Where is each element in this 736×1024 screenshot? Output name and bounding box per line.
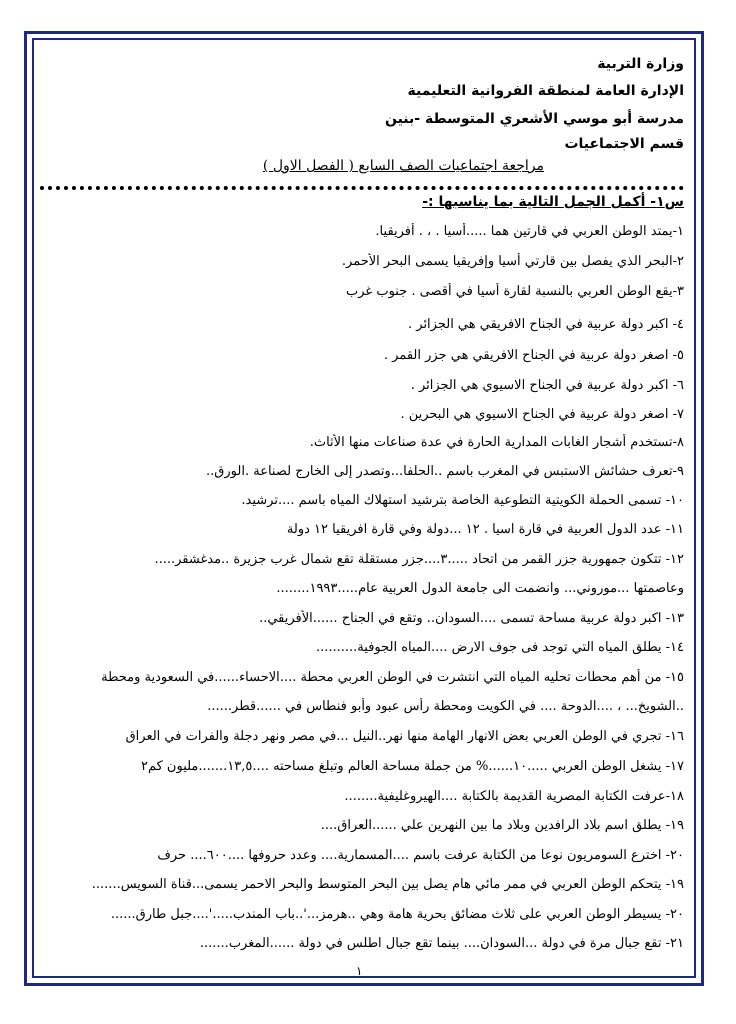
question-item: ٢١- تقع جبال مرة في دولة ...السودان.... بينما تقع جبال اطلس في دولة ......المغرب....... <box>199 936 684 951</box>
question-item: ٩-تعرف حشائش الاستبس في المغرب باسم ..الحلفا...وتصدر إلى الخارج لصناعة .الورق.. <box>206 464 684 479</box>
question-item: ٢٠- يسيطر الوطن العربي على ثلاث مضائق بحرية هامة وهي ..هرمز...'..باب المندب.....'....جبل طارق...... <box>110 907 684 922</box>
question-item: ١٩- يتحكم الوطن العربي في ممر مائي هام يصل بين البحر المتوسط والبحر الاحمر يسمى...قناة السويس....... <box>91 877 684 892</box>
question-item: ١٠- تسمى الحملة الكويتية التطوعية الخاصة بترشيد استهلاك المياه باسم ....ترشيد. <box>241 493 684 508</box>
question-item: ١٦- تجري في الوطن العربي بعض الانهار الهامة منها نهر..النيل ...في مصر ونهر دجلة والفرات في العراق <box>125 729 684 744</box>
question-item: ٣-يقع الوطن العربي بالنسبة لقارة أسيا في أقصى . جنوب غرب <box>346 284 684 299</box>
question-item: ..الشويخ... ، ....الدوحة .... في الكويت ومحطة رأس عبود وأبو فنطاس في ......قطر...... <box>207 699 684 714</box>
dotted-divider <box>40 186 684 190</box>
ministry-name: وزارة التربية <box>597 56 684 72</box>
question-item: ١٢- تتكون جمهورية جزر القمر من اتحاد .....٣....جزر مستقلة تقع شمال غرب جزيرة ..مدغشقر..... <box>154 552 684 567</box>
question-item: ٢-البحر الذي يفصل بين قارتي أسيا وإفريقيا يسمى البحر الأحمر. <box>341 254 684 269</box>
question-item: ٥- اصغر دولة عربية في الجناح الافريقي هي جزر القمر . <box>383 348 684 363</box>
question-item: ٦- اكبر دولة عربية في الجناح الاسيوي هي الجزائر . <box>410 378 684 393</box>
question-item: ١١- عدد الدول العربية في قارة اسيا . ١٢ ...دولة وفي قارة افريقيا ١٢ دولة <box>286 522 684 537</box>
question-item: ١٥- من أهم محطات تحليه المياه التي انتشرت في الوطن العربي محطة ....الاحساء......في السعودية ومحطة <box>101 670 684 685</box>
question-item: ٨-تستخدم أشجار الغابات المدارية الحارة في عدة صناعات منها الأثاث. <box>309 435 684 450</box>
school-name: مدرسة أبو موسي الأشعري المتوسطة -بنين <box>384 111 684 127</box>
question-item: ١٨-عرفت الكتابة المصرية القديمة بالكتابة ....الهيروغليفية........ <box>344 789 684 804</box>
question-item: وعاصمتها ...موروني... وانضمت الى جامعة الدول العربية عام.....١٩٩٣........ <box>276 581 684 596</box>
question-heading: س١- أكمل الجمل التالية بما يناسبها :- <box>422 194 684 210</box>
question-item: ١٣- اكبر دولة عربية مساحة تسمى ....السودان.. وتقع في الجناح ......الأفريقي.. <box>259 611 684 626</box>
question-item: ١٧- يشغل الوطن العربي .....١٠......% من جملة مساحة العالم وتبلغ مساحته ....١٣,٥.......مليون كم٢ <box>140 759 684 774</box>
department-name: قسم الاجتماعيات <box>564 136 684 152</box>
question-item: ١٤- يطلق المياه التي توجد فى جوف الارض ....المياه الجوفية.......... <box>315 640 684 655</box>
directorate-name: الإدارة العامة لمنطقة الفروانية التعليمية <box>407 83 684 99</box>
worksheet-page <box>44 56 684 986</box>
question-item: ٧- اصغر دولة عربية في الجناح الاسيوي هي البحرين . <box>400 407 684 422</box>
question-item: ٢٠- اخترع السومريون نوعا من الكتابة عرفت باسم ....المسمارية.... وعدد حروفها ....٦٠٠.... حرف <box>157 848 684 863</box>
question-item: ١٩- يطلق اسم بلاد الرافدين وبلاد ما بين النهرين علي ......العراق.... <box>320 818 684 833</box>
question-item: ٤- اكبر دولة عربية في الجناح الافريقي هي الجزائر . <box>408 317 684 332</box>
page-number: ١ <box>356 964 363 978</box>
question-item: ١-يمتد الوطن العربي في قارتين هما .....أسيا . ، . أفريقيا. <box>375 224 684 239</box>
review-title: مراجعة اجتماعيات الصف السابع ( الفصل الاول ) <box>262 158 544 174</box>
